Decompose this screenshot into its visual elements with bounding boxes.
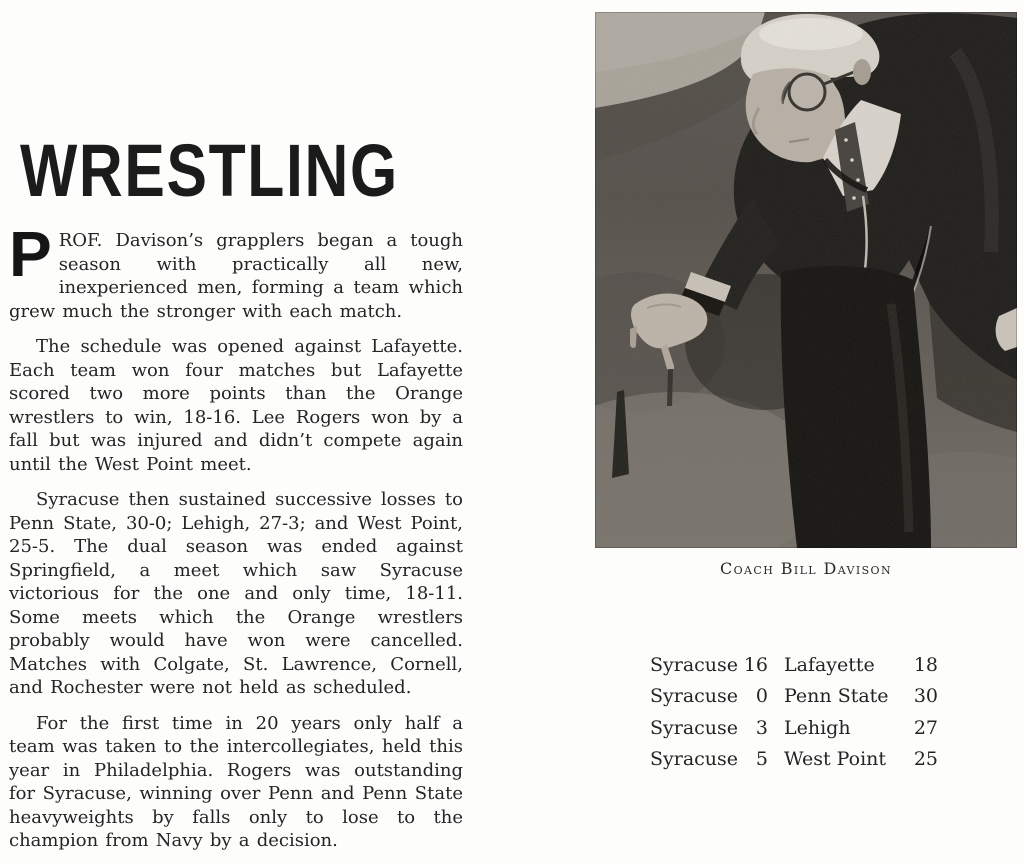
score-team-points: 16 (743, 653, 768, 676)
score-opponent: Penn State (784, 685, 889, 708)
score-team-points: 5 (755, 748, 768, 771)
paragraph-4: For the first time in 20 years only half a team was taken to the intercollegiates, held this year in Philadelphia. Rogers was outstanding for Syracuse, winning over Penn and Penn State heavyweights by falls only to lose to the champion from Navy by a decision. (9, 712, 463, 851)
scoreboard (650, 649, 938, 775)
score-team-points: 3 (755, 716, 768, 739)
score-opponent-points: 25 (913, 748, 938, 771)
score-row (650, 744, 938, 776)
coach-photo (595, 12, 1017, 548)
paragraph-1 (9, 218, 463, 323)
score-opponent: West Point (784, 748, 887, 771)
score-team: Syracuse (650, 716, 739, 739)
score-team-points: 0 (755, 685, 768, 708)
score-row (650, 712, 938, 744)
article-column (9, 218, 463, 865)
photo-caption: Coach Bill Davison (720, 559, 892, 578)
score-opponent-points: 18 (913, 653, 938, 676)
page-title: WRESTLING (20, 128, 399, 212)
score-opponent: Lafayette (784, 653, 875, 676)
score-opponent-points: 27 (913, 716, 938, 739)
score-row (650, 681, 938, 713)
paragraph-1-text: Davison’s grapplers began a tough season with practically all new, inexperienced men, forming a team which grew much the stronger with each match. (9, 230, 463, 322)
drop-cap: P (9, 218, 52, 290)
score-team: Syracuse (650, 748, 739, 771)
coach-photo-illustration (595, 12, 1017, 548)
paragraph-3: Syracuse then sustained successive losses to Penn State, 30-0; Lehigh, 27-3; and West Point, 25-5. The dual season was ended against Springfield, a meet which saw Syracuse victorious for the one and only time, 18-11. Some meets which the Orange wrestlers probably would have won were cancelled. Matches with Colgate, St. Lawrence, Cornell, and Rochester were not held as scheduled. (9, 489, 463, 698)
lead-caps: ROF. (58, 230, 103, 251)
score-row (650, 649, 938, 681)
paragraph-2: The schedule was opened against Lafayette. Each team won four matches but Lafayette scored two more points than the Orange wrestlers to win, 18-16. Lee Rogers won by a fall but was injured and didn’t compete again until the West Point meet. (9, 336, 463, 475)
score-opponent-points: 30 (913, 685, 938, 708)
score-team: Syracuse (650, 685, 739, 708)
score-opponent: Lehigh (784, 716, 851, 739)
score-team: Syracuse (650, 653, 739, 676)
